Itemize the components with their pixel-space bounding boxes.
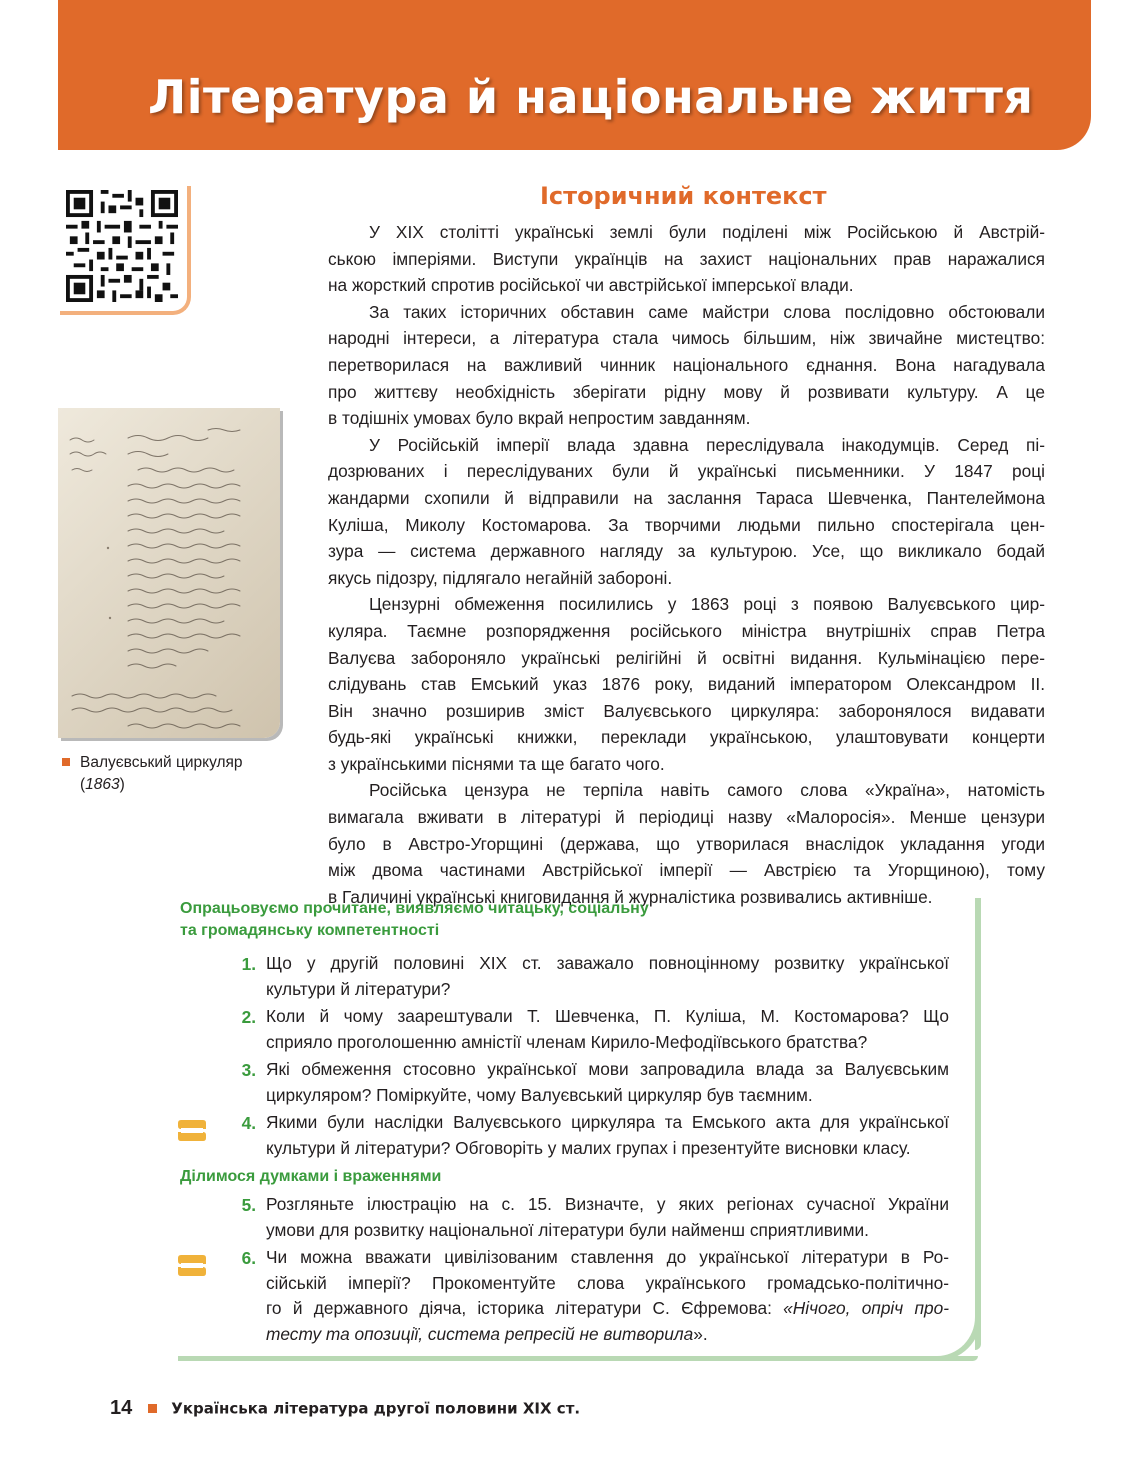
group-work-icon <box>177 1252 207 1280</box>
task-number: 6. <box>241 1248 256 1268</box>
caption-year: 1863 <box>85 776 120 793</box>
task-line: умови для розвитку національної літератури були найменш сприятливими. <box>266 1219 869 1240</box>
running-title: Українська література другої половини ХІХ ст. <box>171 1399 581 1418</box>
text-line: перетворилася на важливий чинник національного єднання. Вона нагадувала <box>328 354 1045 375</box>
tasks-frame-border <box>975 898 981 1350</box>
task-line: сійській імперії? Прокоментуйте слова українського громадсько-політично- <box>266 1272 949 1293</box>
tasks-frame-border <box>178 1356 978 1361</box>
qr-code-frame <box>60 186 191 315</box>
text-line: Російська цензура не терпіла навіть самого слова «Україна», натомість <box>369 780 1045 801</box>
task-line: циркуляром? Поміркуйте, чому Валуєвський циркуляр був таємним. <box>266 1084 813 1105</box>
task-line <box>266 1322 949 1348</box>
text-line: на жорсткий спротив російської чи австрійської імперської влади. <box>328 275 854 296</box>
group-work-icon <box>177 1117 207 1145</box>
text-line: зура — система державного нагляду за культурою. Усе, що викликало бодай <box>328 541 1045 562</box>
text-line: дозрюваних і переслідуваних були й українські письменники. У 1847 році <box>328 461 1045 482</box>
tasks-heading-line: Опрацьовуємо прочитане, виявляємо читацьку, соціальну <box>180 900 649 917</box>
text-line: Він значно розширив зміст Валуєвського циркуляра: заборонялося видавати <box>328 700 1045 721</box>
caption-text: Валуєвський циркуляр <box>80 754 243 771</box>
text-line: народні інтереси, а література стала чимось більшим, ніж звичайне мистецтво: <box>328 328 1045 349</box>
tasks-heading-line: та громадянську компетентності <box>180 922 440 939</box>
task-line: культури й літератури? <box>266 978 451 999</box>
task-line <box>266 1296 949 1322</box>
photo-caption: Валуєвський циркуляр (1863) <box>62 752 272 796</box>
task-line: Чи можна вважати цивілізованим ставлення до української літератури в Ро- <box>266 1247 949 1267</box>
tasks-heading <box>180 898 649 942</box>
task-line: Які обмеження стосовно української мови запровадила влада за Валуєвським <box>266 1059 949 1079</box>
text-line: будь-які українські книжки, переклади українською, улаштовувати концерти <box>328 727 1045 748</box>
text-line: За таких історичних обставин саме майстри слова послідовно обстоювали <box>369 301 1045 322</box>
text-line: якусь підозру, підлягало негайній забороні. <box>328 567 673 588</box>
tasks-subheading: Ділимося думками і враженнями <box>180 1168 442 1185</box>
task-line: Що у другій половині ХІХ ст. заважало повноцінному розвитку української <box>266 953 949 973</box>
valuev-circular-photo <box>58 408 280 738</box>
text-line: Цензурні обмеження посилились у 1863 році з появою Валуєвського цир- <box>369 594 1045 615</box>
efremov-quote-start: «Нічого, опріч про- <box>783 1298 949 1318</box>
qr-code-icon[interactable] <box>66 190 178 302</box>
text-line: куляра. Таємне розпорядження російського міністра внутрішніх справ Петра <box>328 620 1045 641</box>
page-title: Література й національне життя <box>148 70 1034 124</box>
text-line: з українськими піснями та ще багато чого. <box>328 753 665 774</box>
footer-bullet-square <box>148 1404 157 1413</box>
text-line: вимагала вживати в літературі й періодиці назву «Малоросія». Менше цензури <box>328 807 1045 828</box>
task-line: сприяло проголошенню амністії членам Кирило-Мефодіївського братства? <box>266 1031 868 1052</box>
text-line: в Галичині українські книговидання й журналістика розвивались активніше. <box>328 886 933 907</box>
article-text <box>328 219 1045 910</box>
text-line: Валуєва забороняло українські релігійні й освітні видання. Кульмінацією пере- <box>328 647 1045 668</box>
text-line: в тодішніх умовах було вкрай непростим завданням. <box>328 408 751 429</box>
task-line: Коли й чому заарештували Т. Шевченка, П. Куліша, М. Костомарова? Що <box>266 1006 949 1026</box>
task-number: 5. <box>241 1195 256 1215</box>
task-number: 3. <box>241 1060 256 1080</box>
text-line: У Російській імперії влада здавна переслідувала інакодумців. Серед пі- <box>369 434 1045 455</box>
text-line: слідувань став Емський указ 1876 року, виданий імператором Олександром ІІ. <box>328 674 1045 695</box>
task-number: 4. <box>241 1113 256 1133</box>
section-heading: Історичний контекст <box>540 182 827 210</box>
text-line: було в Австро-Угорщині (держава, що утворилася внаслідок укладання угоди <box>328 833 1045 854</box>
task-line: Якими були наслідки Валуєвського циркуляра та Емського акта для української <box>266 1112 949 1132</box>
page-footer <box>110 1397 580 1420</box>
quote-close-mark: ». <box>693 1323 708 1344</box>
text-line: У ХІХ столітті українські землі були поділені між Російською й Австрій- <box>369 222 1045 242</box>
efremov-quote-end: тесту та опозиції, система репресій не витворила <box>266 1323 694 1344</box>
text-line: між двома частинами Австрійської імперії — Австрією та Угорщиною), тому <box>328 860 1045 881</box>
task-line: Розгляньте ілюстрацію на с. 15. Визначте, у яких регіонах сучасної України <box>266 1194 949 1214</box>
page-number: 14 <box>110 1397 133 1419</box>
bullet-square <box>62 758 70 766</box>
task-line: культури й літератури? Обговоріть у малих групах і презентуйте висновки класу. <box>266 1137 911 1158</box>
text-line: жандарми схопили й відправили на заслання Тараса Шевченка, Пантелеймона <box>328 487 1045 508</box>
task-number: 1. <box>241 954 256 974</box>
text-line: про життєву необхідність зберігати рідну мову й розвивати культуру. А це <box>328 381 1045 402</box>
text-line: ською імперіями. Виступи українців на захист національних прав наражалися <box>328 248 1045 269</box>
text-line: Куліша, Миколу Костомарова. За творчими людьми пильно спостерігала цен- <box>328 514 1045 535</box>
task-line-text: го й державного діяча, історика літератури С. Єфремова: <box>266 1298 784 1318</box>
handwritten-manuscript-image <box>58 408 280 738</box>
task-number: 2. <box>241 1007 256 1027</box>
